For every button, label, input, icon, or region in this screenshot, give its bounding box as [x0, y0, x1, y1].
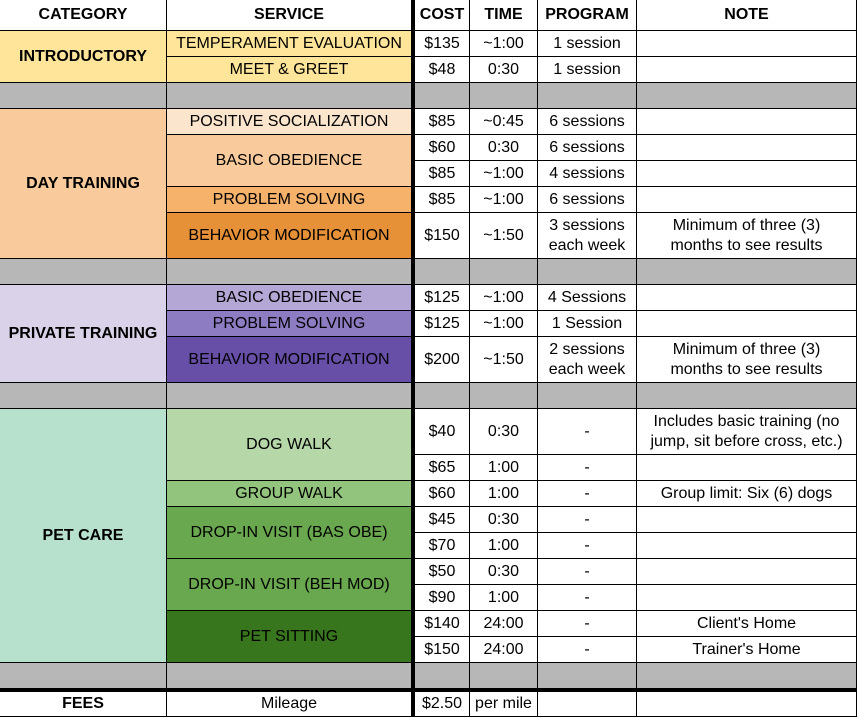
separator-row — [470, 663, 538, 689]
header-time[interactable]: TIME — [470, 0, 538, 31]
row-9-note[interactable]: Minimum of three (3) months to see results — [637, 337, 857, 383]
row-16-note[interactable] — [637, 585, 857, 611]
service-mileage[interactable]: Mileage — [167, 689, 412, 717]
row-18-cost[interactable]: $150 — [412, 637, 470, 663]
row-10-time[interactable]: 0:30 — [470, 409, 538, 455]
row-11-note[interactable] — [637, 455, 857, 481]
separator-row — [538, 259, 637, 285]
row-15-cost[interactable]: $50 — [412, 559, 470, 585]
category-private-training[interactable]: PRIVATE TRAINING — [0, 285, 167, 383]
service-positive-socialization[interactable]: POSITIVE SOCIALIZATION — [167, 109, 412, 135]
row-16-cost[interactable]: $90 — [412, 585, 470, 611]
service-day-basic-obedience[interactable]: BASIC OBEDIENCE — [167, 135, 412, 187]
row-0-cost[interactable]: $135 — [412, 31, 470, 57]
service-dropin-bas-obe[interactable]: DROP-IN VISIT (BAS OBE) — [167, 507, 412, 559]
header-category[interactable]: CATEGORY — [0, 0, 167, 31]
row-3-program[interactable]: 6 sessions — [538, 135, 637, 161]
row-0-program[interactable]: 1 session — [538, 31, 637, 57]
category-fees[interactable]: FEES — [0, 689, 167, 717]
separator-row — [538, 383, 637, 409]
row-8-cost[interactable]: $125 — [412, 311, 470, 337]
service-private-problem-solving[interactable]: PROBLEM SOLVING — [167, 311, 412, 337]
row-16-time[interactable]: 1:00 — [470, 585, 538, 611]
separator-row — [412, 83, 470, 109]
service-day-problem-solving[interactable]: PROBLEM SOLVING — [167, 187, 412, 213]
row-1-time[interactable]: 0:30 — [470, 57, 538, 83]
separator-row — [412, 383, 470, 409]
row-13-time[interactable]: 0:30 — [470, 507, 538, 533]
row-14-program[interactable]: - — [538, 533, 637, 559]
service-private-basic-obedience[interactable]: BASIC OBEDIENCE — [167, 285, 412, 311]
row-15-note[interactable] — [637, 559, 857, 585]
separator-row — [167, 663, 412, 689]
separator-row — [0, 663, 167, 689]
service-group-walk[interactable]: GROUP WALK — [167, 481, 412, 507]
header-note[interactable]: NOTE — [637, 0, 857, 31]
row-4-cost[interactable]: $85 — [412, 161, 470, 187]
category-day-training[interactable]: DAY TRAINING — [0, 109, 167, 259]
row-6-cost[interactable]: $150 — [412, 213, 470, 259]
row-12-time[interactable]: 1:00 — [470, 481, 538, 507]
service-day-behavior-modification[interactable]: BEHAVIOR MODIFICATION — [167, 213, 412, 259]
row-2-program[interactable]: 6 sessions — [538, 109, 637, 135]
row-1-note[interactable] — [637, 57, 857, 83]
row-12-note[interactable]: Group limit: Six (6) dogs — [637, 481, 857, 507]
service-temperament-evaluation[interactable]: TEMPERAMENT EVALUATION — [167, 31, 412, 57]
separator-row — [167, 83, 412, 109]
row-2-note[interactable] — [637, 109, 857, 135]
row-16-program[interactable]: - — [538, 585, 637, 611]
service-pet-sitting[interactable]: PET SITTING — [167, 611, 412, 663]
row-10-note[interactable]: Includes basic training (no jump, sit before cross, etc.) — [637, 409, 857, 455]
row-2-cost[interactable]: $85 — [412, 109, 470, 135]
row-18-time[interactable]: 24:00 — [470, 637, 538, 663]
separator-row — [0, 259, 167, 285]
row-17-note[interactable]: Client's Home — [637, 611, 857, 637]
row-4-note[interactable] — [637, 161, 857, 187]
separator-row — [412, 259, 470, 285]
row-5-program[interactable]: 6 sessions — [538, 187, 637, 213]
row-15-time[interactable]: 0:30 — [470, 559, 538, 585]
row-8-program[interactable]: 1 Session — [538, 311, 637, 337]
row-11-time[interactable]: 1:00 — [470, 455, 538, 481]
separator-row — [167, 259, 412, 285]
row-4-time[interactable]: ~1:00 — [470, 161, 538, 187]
row-3-cost[interactable]: $60 — [412, 135, 470, 161]
separator-row — [412, 663, 470, 689]
row-6-note[interactable]: Minimum of three (3) months to see results — [637, 213, 857, 259]
row-13-cost[interactable]: $45 — [412, 507, 470, 533]
row-13-program[interactable]: - — [538, 507, 637, 533]
row-9-cost[interactable]: $200 — [412, 337, 470, 383]
row-11-program[interactable]: - — [538, 455, 637, 481]
row-3-time[interactable]: 0:30 — [470, 135, 538, 161]
row-13-note[interactable] — [637, 507, 857, 533]
row-10-program[interactable]: - — [538, 409, 637, 455]
row-7-time[interactable]: ~1:00 — [470, 285, 538, 311]
service-dropin-beh-mod[interactable]: DROP-IN VISIT (BEH MOD) — [167, 559, 412, 611]
row-8-time[interactable]: ~1:00 — [470, 311, 538, 337]
row-11-cost[interactable]: $65 — [412, 455, 470, 481]
row-18-program[interactable]: - — [538, 637, 637, 663]
row-14-note[interactable] — [637, 533, 857, 559]
row-9-time[interactable]: ~1:50 — [470, 337, 538, 383]
row-12-program[interactable]: - — [538, 481, 637, 507]
row-7-note[interactable] — [637, 285, 857, 311]
row-0-time[interactable]: ~1:00 — [470, 31, 538, 57]
row-2-time[interactable]: ~0:45 — [470, 109, 538, 135]
row-1-cost[interactable]: $48 — [412, 57, 470, 83]
row-6-time[interactable]: ~1:50 — [470, 213, 538, 259]
row-3-note[interactable] — [637, 135, 857, 161]
separator-row — [538, 83, 637, 109]
row-17-time[interactable]: 24:00 — [470, 611, 538, 637]
row-15-program[interactable]: - — [538, 559, 637, 585]
row-18-note[interactable]: Trainer's Home — [637, 637, 857, 663]
category-pet-care[interactable]: PET CARE — [0, 409, 167, 663]
category-introductory[interactable]: INTRODUCTORY — [0, 31, 167, 83]
separator-row — [0, 83, 167, 109]
separator-row — [167, 383, 412, 409]
row-12-cost[interactable]: $60 — [412, 481, 470, 507]
row-6-program[interactable]: 3 sessions each week — [538, 213, 637, 259]
row-1-program[interactable]: 1 session — [538, 57, 637, 83]
separator-row — [0, 383, 167, 409]
separator-row — [470, 83, 538, 109]
separator-row — [470, 383, 538, 409]
row-19-program[interactable] — [538, 689, 637, 717]
separator-row — [637, 83, 857, 109]
header-service[interactable]: SERVICE — [167, 0, 412, 31]
row-0-note[interactable] — [637, 31, 857, 57]
row-17-program[interactable]: - — [538, 611, 637, 637]
row-5-note[interactable] — [637, 187, 857, 213]
row-7-program[interactable]: 4 Sessions — [538, 285, 637, 311]
row-7-cost[interactable]: $125 — [412, 285, 470, 311]
separator-row — [470, 259, 538, 285]
row-10-cost[interactable]: $40 — [412, 409, 470, 455]
separator-row — [637, 663, 857, 689]
row-14-time[interactable]: 1:00 — [470, 533, 538, 559]
row-4-program[interactable]: 4 sessions — [538, 161, 637, 187]
header-program[interactable]: PROGRAM — [538, 0, 637, 31]
row-19-time[interactable]: per mile — [470, 689, 538, 717]
row-14-cost[interactable]: $70 — [412, 533, 470, 559]
separator-row — [637, 259, 857, 285]
service-meet-greet[interactable]: MEET & GREET — [167, 57, 412, 83]
row-5-cost[interactable]: $85 — [412, 187, 470, 213]
header-cost[interactable]: COST — [412, 0, 470, 31]
row-9-program[interactable]: 2 sessions each week — [538, 337, 637, 383]
service-dog-walk[interactable]: DOG WALK — [167, 409, 412, 481]
row-19-note[interactable] — [637, 689, 857, 717]
row-5-time[interactable]: ~1:00 — [470, 187, 538, 213]
row-17-cost[interactable]: $140 — [412, 611, 470, 637]
service-private-behavior-modification[interactable]: BEHAVIOR MODIFICATION — [167, 337, 412, 383]
separator-row — [637, 383, 857, 409]
row-19-cost[interactable]: $2.50 — [412, 689, 470, 717]
separator-row — [538, 663, 637, 689]
row-8-note[interactable] — [637, 311, 857, 337]
